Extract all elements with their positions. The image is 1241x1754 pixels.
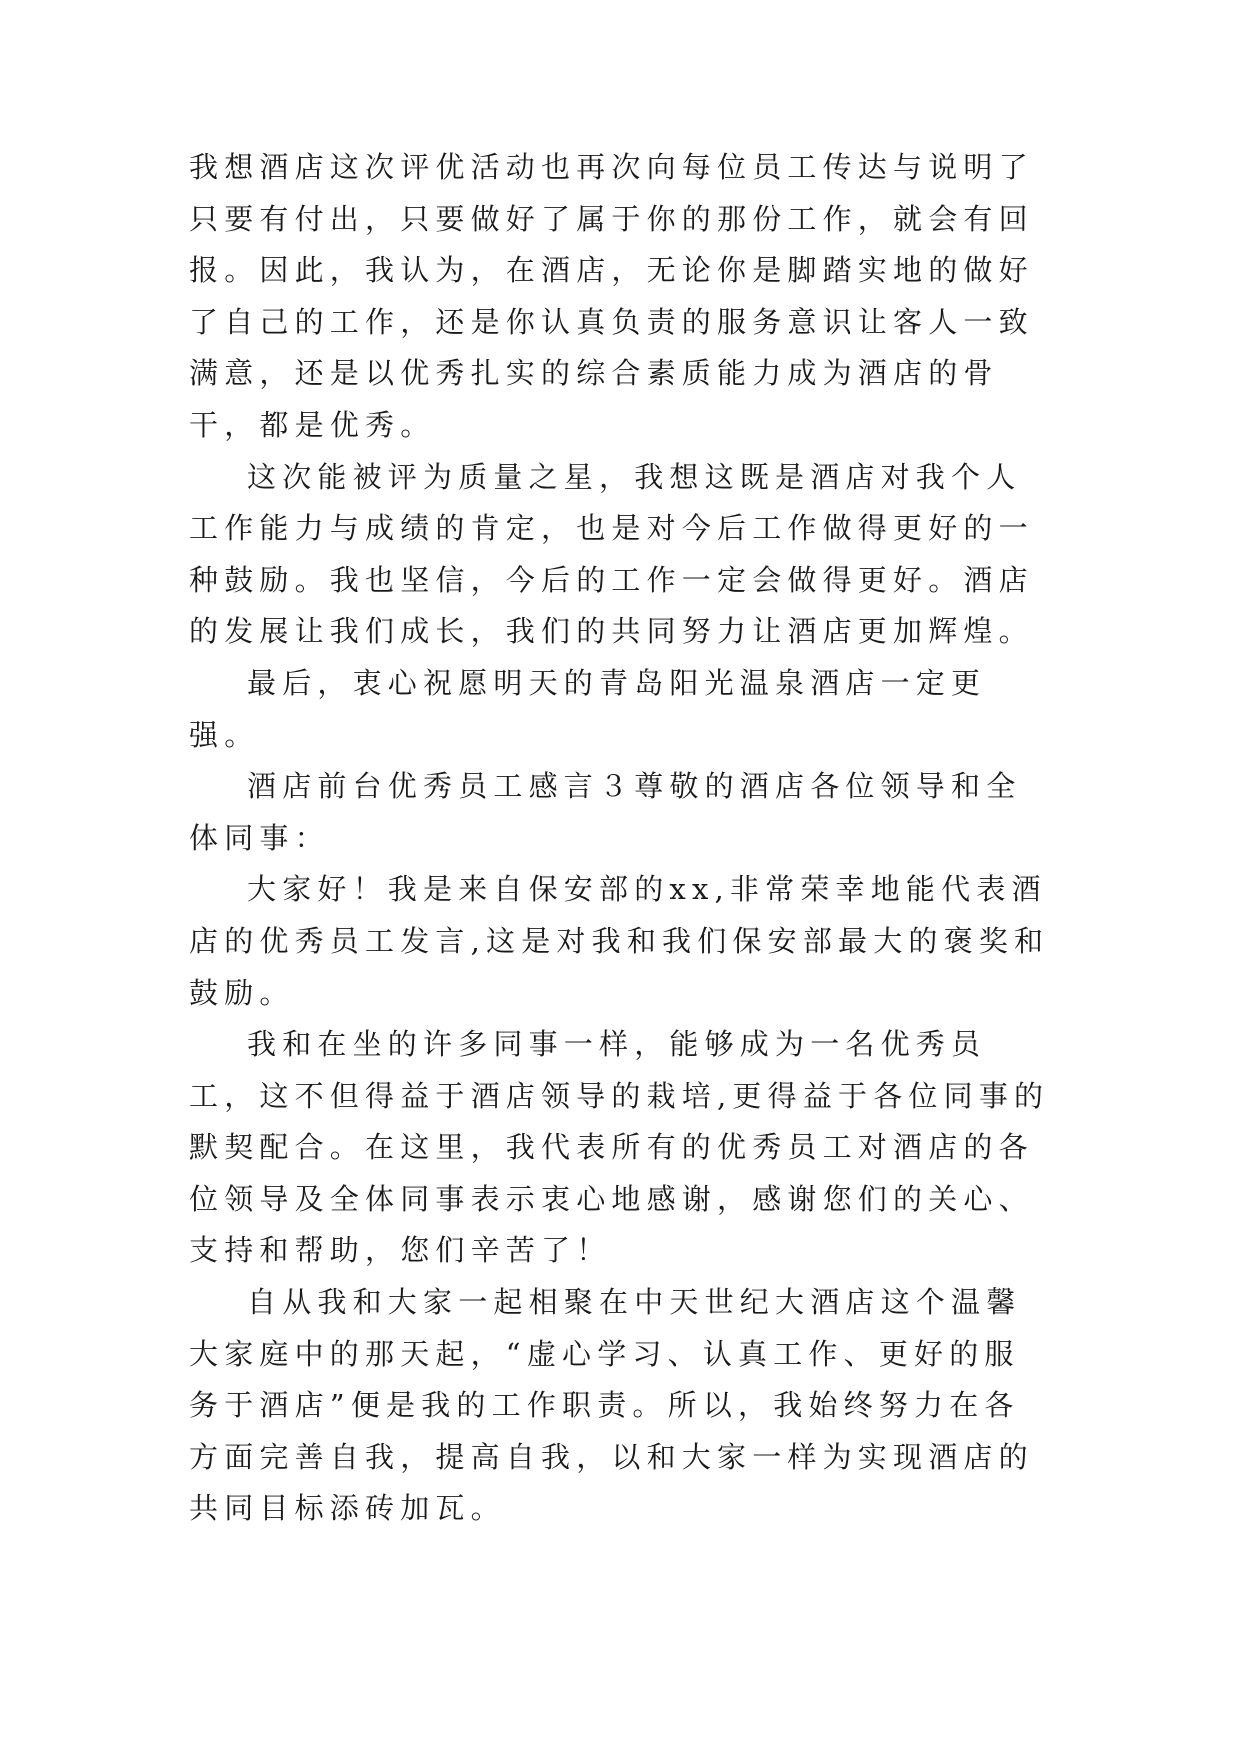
paragraph: 酒店前台优秀员工感言３尊敬的酒店各位领导和全体同事： <box>189 769 1022 855</box>
paragraph: 最后，衷心祝愿明天的青岛阳光温泉酒店一定更强。 <box>189 665 987 752</box>
paragraph: 我和在坐的许多同事一样，能够成为一名优秀员工，这不但得益于酒店领导的栽培,更得益于各位同事的默契配合。在这里，我代表所有的优秀员工对酒店的各位领导及全体同事表示衷心地感谢，感谢您们的关心、支持和帮助，您们辛苦了！ <box>189 1027 1050 1268</box>
paragraph: 自从我和大家一起相聚在中天世纪大酒店这个温馨大家庭中的那天起，“虚心学习、认真工作、更好的服务于酒店”便是我的工作职责。所以，我始终努力在各方面完善自我，提高自我，以和大家一样为实现酒店的共同目标添砖加瓦。 <box>189 1285 1034 1526</box>
paragraph: 我想酒店这次评优活动也再次向每位员工传达与说明了只要有付出，只要做好了属于你的那份工作，就会有回报。因此，我认为，在酒店，无论你是脚踏实地的做好了自己的工作，还是你认真负责的服务意识让客人一致满意，还是以优秀扎实的综合素质能力成为酒店的骨干，都是优秀。 <box>189 150 1034 442</box>
paragraph: 这次能被评为质量之星，我想这既是酒店对我个人工作能力与成绩的肯定，也是对今后工作做得更好的一种鼓励。我也坚信，今后的工作一定会做得更好。酒店的发展让我们成长，我们的共同努力让酒店更加辉煌。 <box>189 459 1034 649</box>
document-body <box>189 142 1054 1535</box>
paragraph: 大家好！我是来自保安部的xx,非常荣幸地能代表酒店的优秀员工发言,这是对我和我们保安部最大的褒奖和鼓励。 <box>189 872 1050 1010</box>
